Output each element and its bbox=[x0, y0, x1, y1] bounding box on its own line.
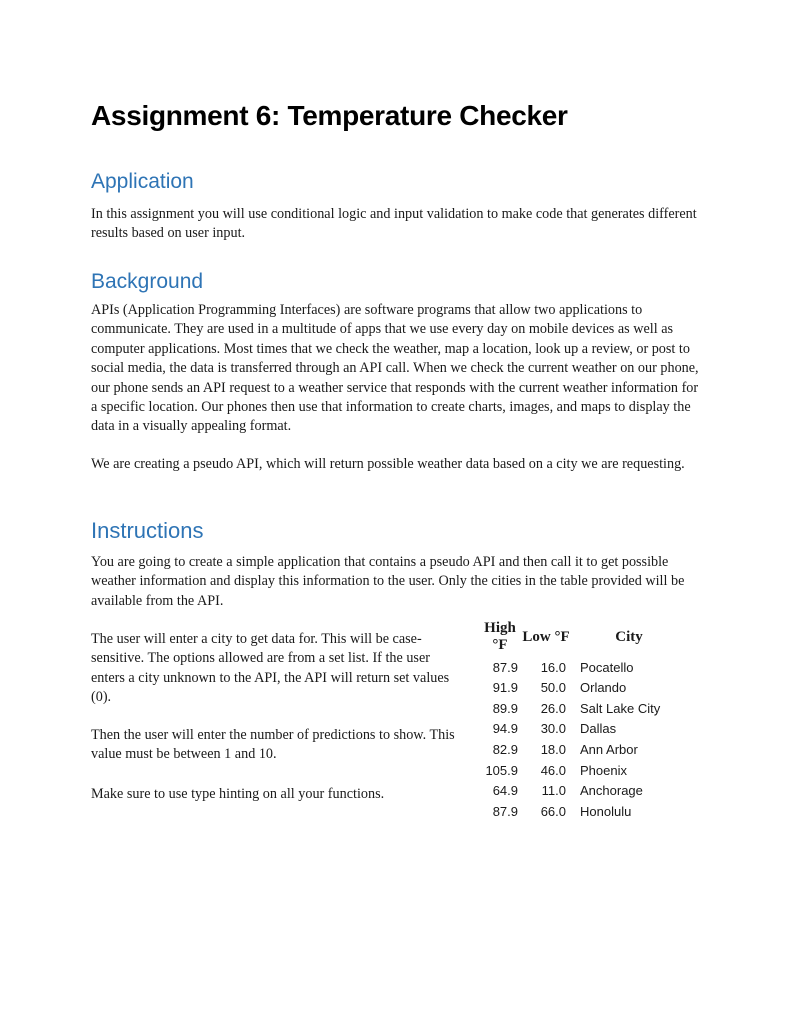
instructions-heading: Instructions bbox=[91, 518, 204, 543]
instructions-paragraph-1: You are going to create a simple application that contains a pseudo API and then call it to get possible weather information and display this information to the user. Only the cities in the table provided will be available from the API. bbox=[91, 554, 685, 609]
temperature-table bbox=[478, 620, 688, 819]
city-cell: Ann Arbor bbox=[580, 741, 638, 757]
table-row bbox=[478, 716, 688, 737]
low-temp-cell: 11.0 bbox=[541, 783, 566, 799]
page-title: Assignment 6: Temperature Checker bbox=[91, 100, 568, 131]
high-temp-cell: 82.9 bbox=[492, 741, 518, 757]
low-temp-cell: 46.0 bbox=[540, 762, 566, 778]
low-column-header: Low °F bbox=[522, 628, 570, 645]
table-row bbox=[478, 736, 688, 757]
table-row bbox=[478, 757, 688, 778]
city-cell: Honolulu bbox=[580, 803, 632, 819]
city-cell: Salt Lake City bbox=[580, 700, 661, 716]
high-temp-cell: 105.9 bbox=[485, 762, 518, 778]
table-row bbox=[478, 675, 688, 696]
background-paragraph-2: We are creating a pseudo API, which will return possible weather data based on a city we are requesting. bbox=[91, 456, 685, 472]
low-temp-cell: 16.0 bbox=[540, 659, 566, 675]
table-header-row bbox=[478, 620, 688, 654]
high-temp-cell: 87.9 bbox=[492, 803, 518, 819]
city-column-header: City bbox=[615, 628, 643, 645]
background-heading: Background bbox=[91, 270, 204, 293]
high-temp-cell: 91.9 bbox=[492, 680, 518, 696]
high-column-header: High °F bbox=[484, 620, 516, 653]
low-temp-cell: 66.0 bbox=[540, 803, 566, 819]
high-temp-cell: 64.9 bbox=[492, 783, 518, 799]
city-cell: Anchorage bbox=[580, 783, 643, 799]
instructions-paragraph-2: The user will enter a city to get data for. This will be case-sensitive. The options allowed are from a set list. If the user enters a city unknown to the API, the API will return set values (0). bbox=[91, 631, 450, 706]
application-heading: Application bbox=[91, 170, 194, 193]
instructions-paragraph-4: Make sure to use type hinting on all your functions. bbox=[91, 786, 385, 802]
city-cell: Dallas bbox=[580, 721, 617, 737]
table-row bbox=[478, 798, 688, 819]
application-paragraph: In this assignment you will use conditional logic and input validation to make code that generates different results based on user input. bbox=[91, 206, 697, 242]
city-cell: Phoenix bbox=[580, 762, 627, 778]
table-row bbox=[478, 695, 688, 716]
high-temp-cell: 87.9 bbox=[492, 659, 518, 675]
city-cell: Orlando bbox=[580, 680, 627, 696]
background-paragraph-1: APIs (Application Programming Interfaces) are software programs that allow two applications to communicate. They are used in a multitude of apps that we use every day on mobile devices as well as computer applications. Most times that we check the weather, map a location, look up a review, or post to social media, the data is transferred through an API call. When we check the current weather on our phone, our phone sends an API request to a weather service that responds with the current weather information for a specific location. Our phones then use that information to create charts, images, and maps to display the data in a visually appealing format. bbox=[91, 302, 699, 435]
table-row bbox=[478, 778, 688, 799]
low-temp-cell: 26.0 bbox=[540, 700, 566, 716]
instructions-paragraph-3: Then the user will enter the number of predictions to show. This value must be between 1 and 10. bbox=[91, 727, 455, 763]
low-temp-cell: 30.0 bbox=[540, 721, 566, 737]
low-temp-cell: 18.0 bbox=[540, 741, 566, 757]
table-row bbox=[478, 654, 688, 675]
city-cell: Pocatello bbox=[580, 659, 634, 675]
high-temp-cell: 89.9 bbox=[492, 700, 518, 716]
low-temp-cell: 50.0 bbox=[540, 680, 566, 696]
table-body bbox=[478, 654, 688, 819]
high-temp-cell: 94.9 bbox=[492, 721, 518, 737]
